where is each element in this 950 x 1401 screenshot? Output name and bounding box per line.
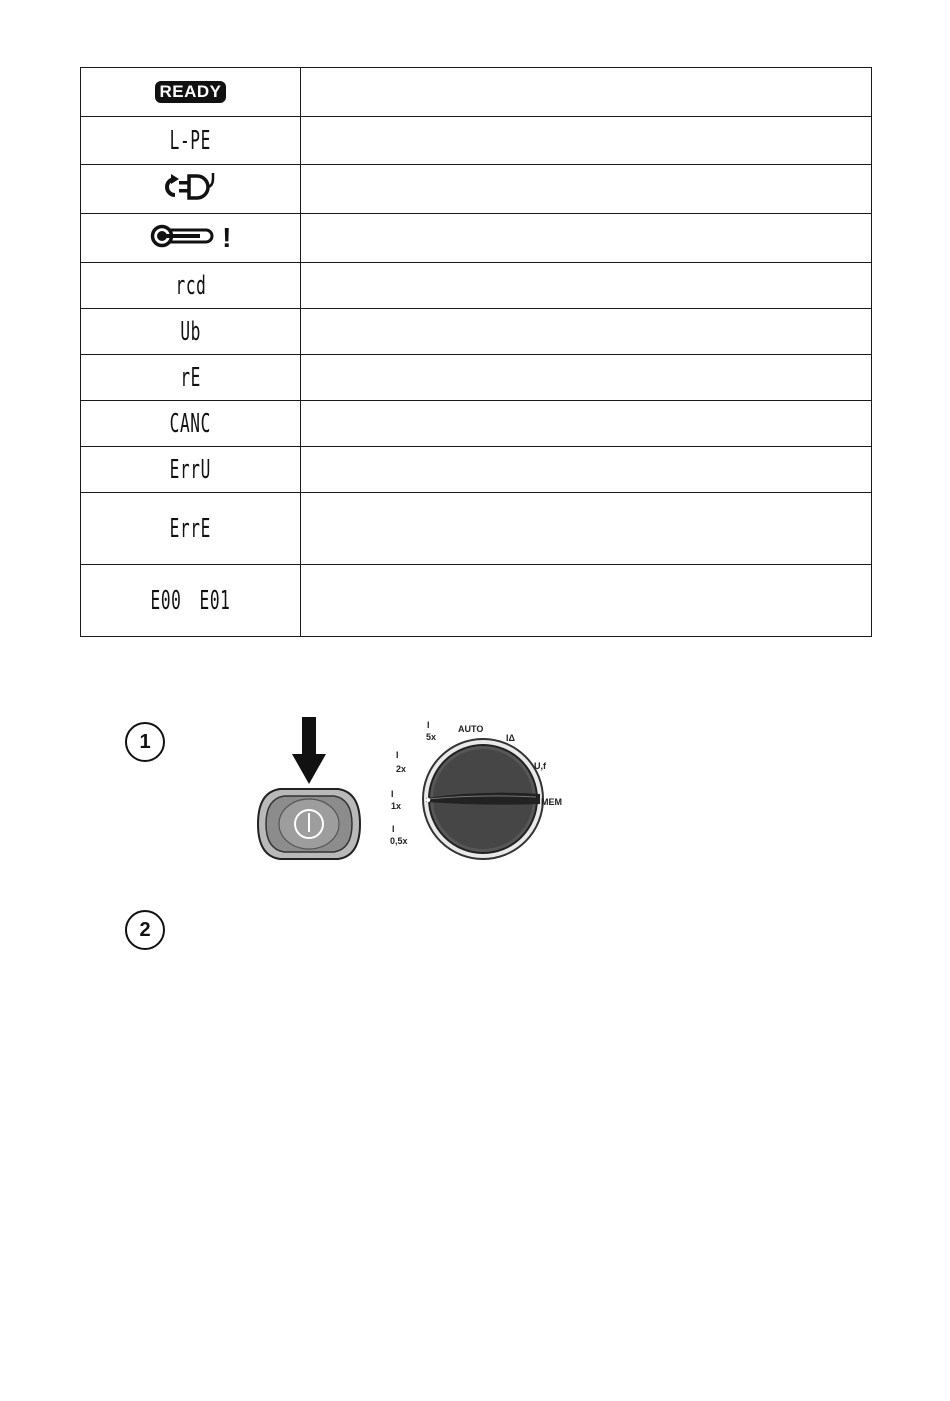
description-cell (301, 447, 872, 493)
description-cell (301, 214, 872, 263)
e01-symbol: E01 (199, 585, 231, 616)
dial-label-mem: MEM (541, 797, 562, 807)
erre-symbol: ErrE (169, 513, 212, 544)
table-row (81, 309, 872, 355)
e00-symbol: E00 (150, 585, 182, 616)
meter-illustration (250, 712, 590, 867)
dial-label-ia2x: I (396, 750, 399, 760)
table-row (81, 565, 872, 637)
thermometer-icon (150, 221, 222, 256)
table-row (81, 214, 872, 263)
power-button[interactable] (258, 789, 360, 859)
symbol-cell (81, 263, 301, 309)
table-row (81, 447, 872, 493)
dial-label-auto: AUTO (458, 724, 484, 734)
symbol-cell (81, 401, 301, 447)
dial-label-ia5x: I (427, 720, 430, 730)
description-cell (301, 401, 872, 447)
dial-label-ia: IΔ (506, 733, 515, 743)
step-number-2: 2 (125, 910, 165, 950)
symbol-table (80, 67, 872, 637)
dial-label-ia05x: I (392, 824, 395, 834)
symbol-cell (81, 117, 301, 165)
description-cell (301, 263, 872, 309)
press-arrow-icon (292, 717, 326, 784)
dial-label-05x: 0,5x (390, 836, 408, 846)
symbol-cell (81, 565, 301, 637)
re-symbol: rE (180, 362, 201, 393)
symbol-cell (81, 165, 301, 214)
dial-label-5x: 5x (426, 732, 437, 742)
symbol-cell (81, 493, 301, 565)
table-row (81, 493, 872, 565)
symbol-cell (81, 355, 301, 401)
warning-exclamation: ! (222, 222, 232, 253)
symbol-cell (81, 447, 301, 493)
table-row (81, 117, 872, 165)
canc-symbol: CANC (169, 408, 212, 439)
dial-label-uf: U,f (534, 761, 546, 771)
table-row (81, 263, 872, 309)
dial-label-ia1x: I (391, 789, 394, 799)
description-cell (301, 309, 872, 355)
dial-pointer (426, 798, 430, 802)
description-cell (301, 165, 872, 214)
dial-label-2x: 2x (396, 764, 407, 774)
description-cell (301, 493, 872, 565)
erru-symbol: ErrU (169, 454, 212, 485)
description-cell (301, 355, 872, 401)
description-cell (301, 565, 872, 637)
table-row (81, 165, 872, 214)
rotary-dial[interactable] (423, 739, 543, 859)
table-row (81, 355, 872, 401)
l-pe-symbol: L-PE (169, 125, 212, 156)
ready-symbol: READY (155, 81, 225, 103)
rcd-symbol: rcd (175, 270, 206, 301)
dial-label-1x: 1x (391, 801, 402, 811)
symbol-cell (81, 68, 301, 117)
table-row (81, 401, 872, 447)
step-number-1: 1 (125, 722, 165, 762)
ub-symbol: Ub (180, 316, 201, 347)
plug-swap-icon (161, 170, 221, 209)
table-row (81, 68, 872, 117)
symbol-cell (81, 214, 301, 263)
description-cell (301, 117, 872, 165)
symbol-cell (81, 309, 301, 355)
description-cell (301, 68, 872, 117)
